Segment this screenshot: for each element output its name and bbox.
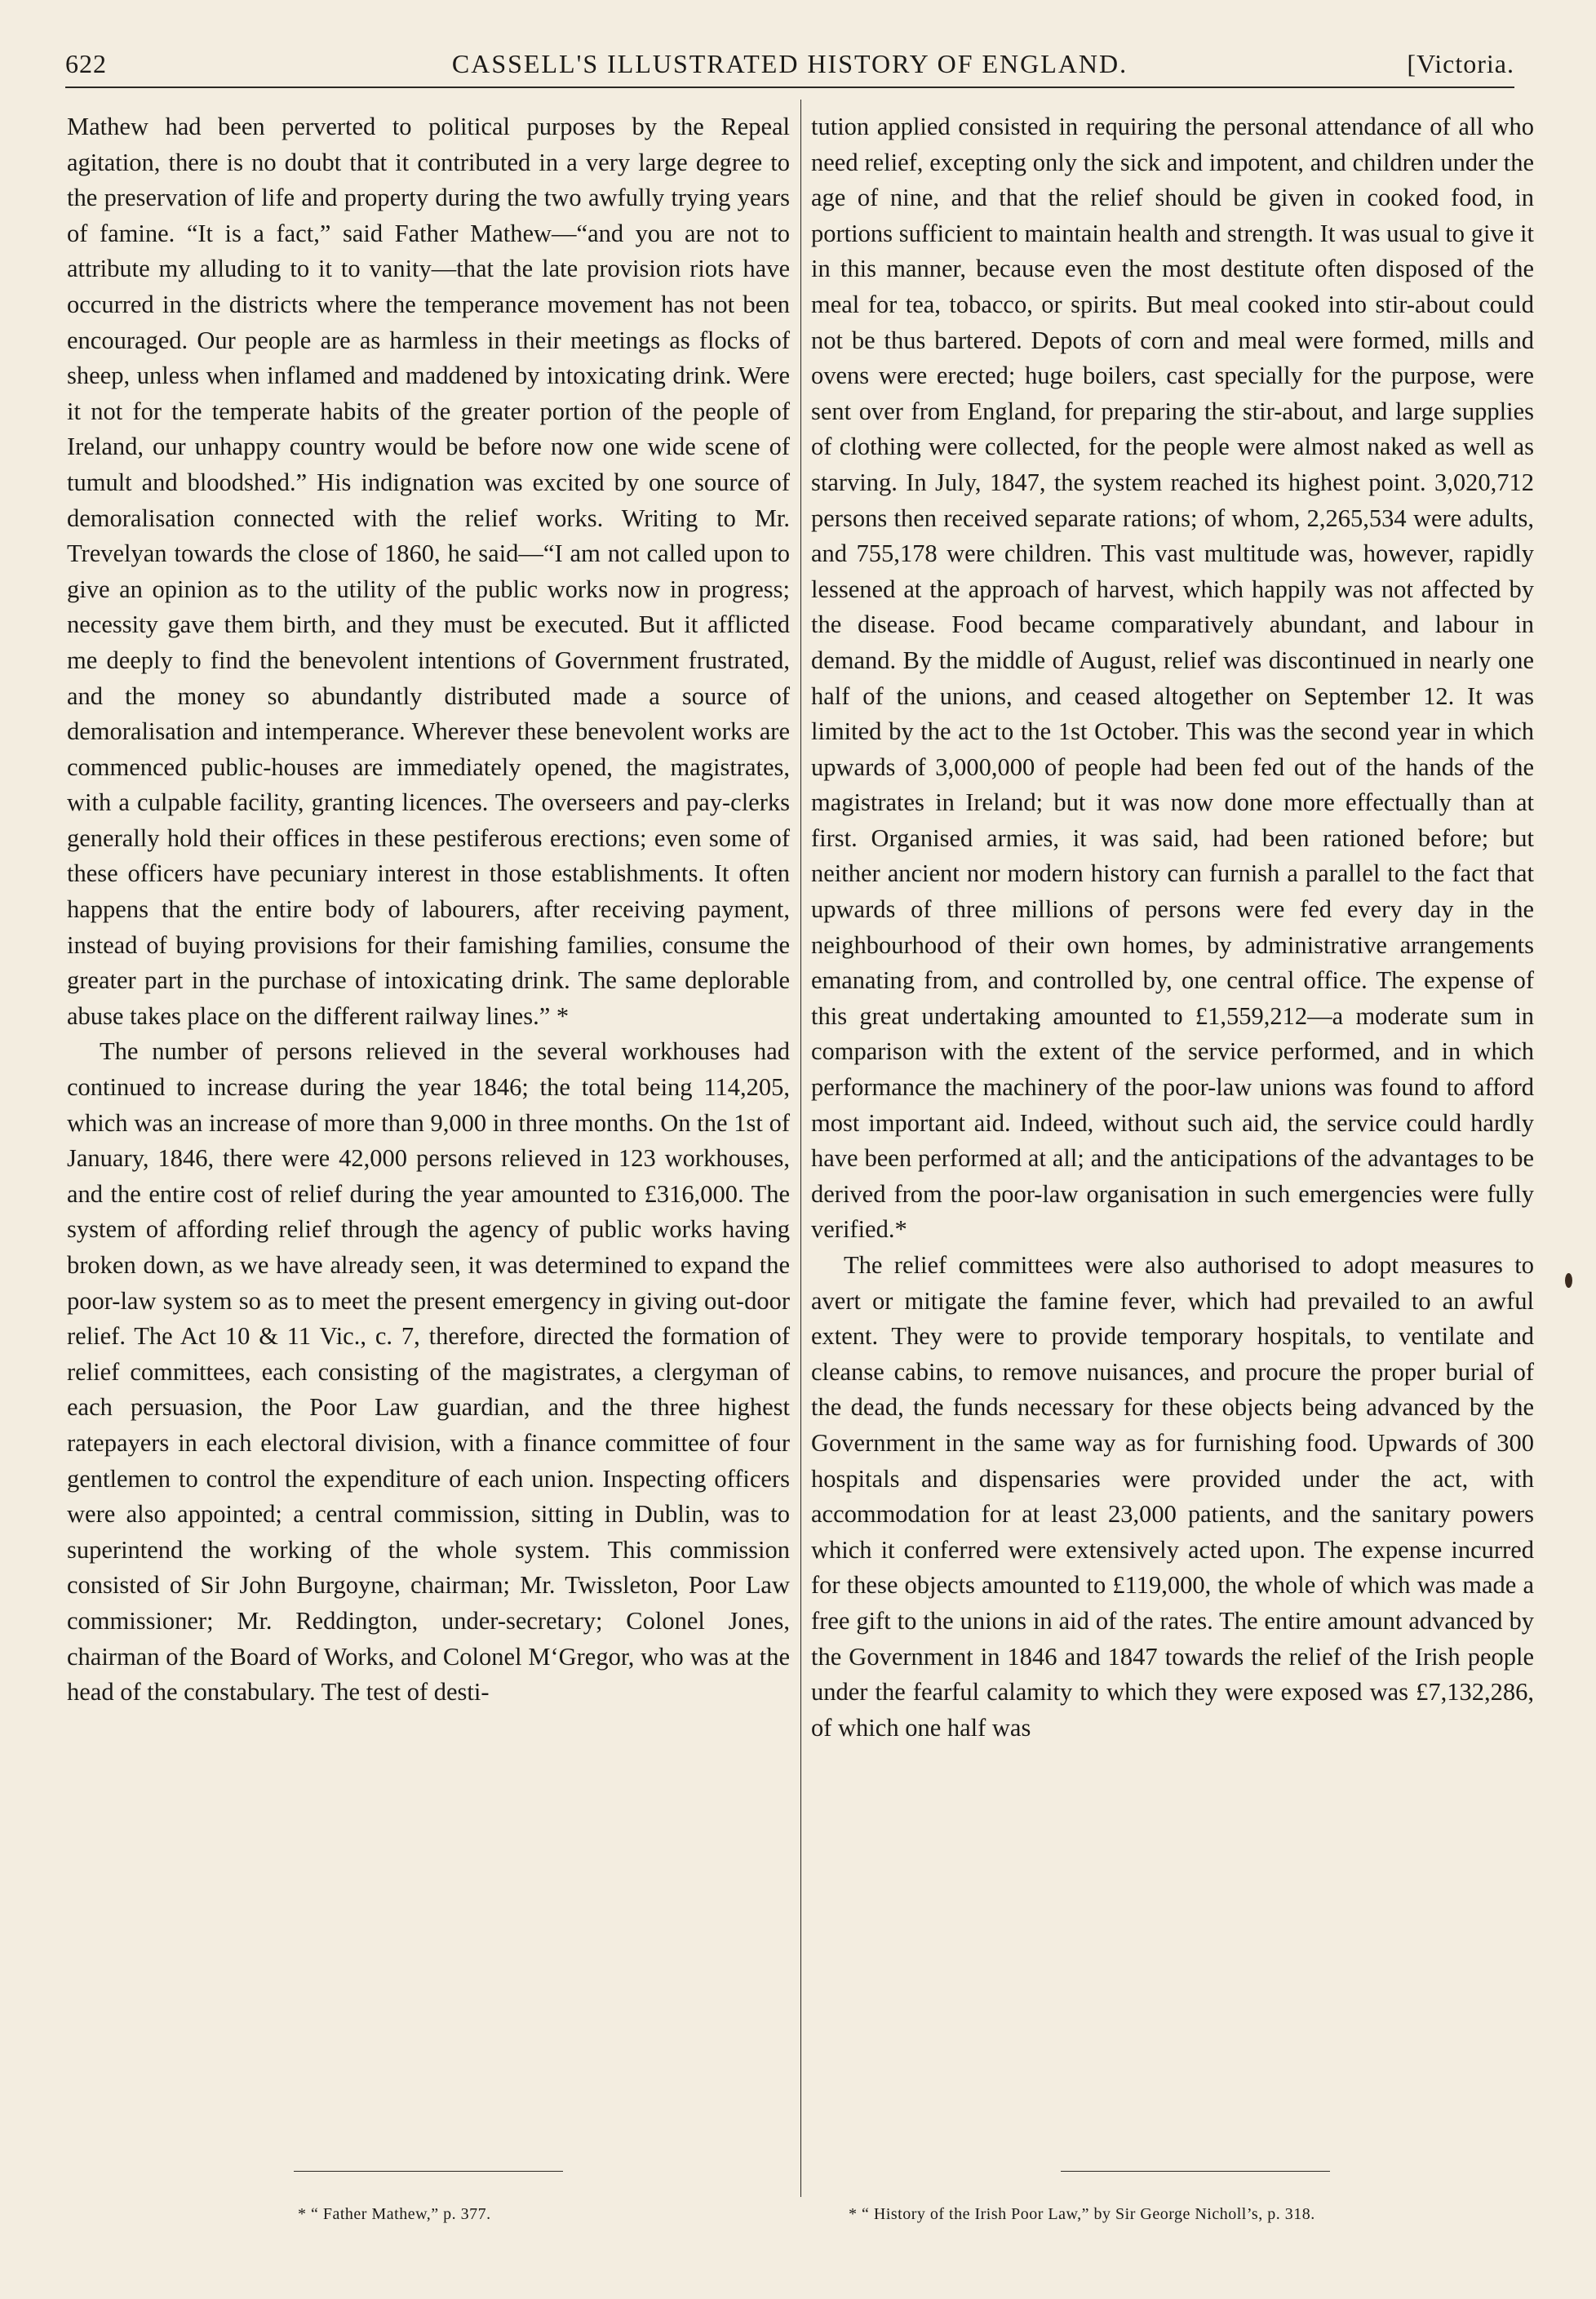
paragraph: The number of persons relieved in the several workhouses had continued to increase during the year 1846; the total being 114,205, which was an increase of more than 9,000 in three months. On the 1st of January, 1846, there were 42,000 persons relieved in 123 workhouses, and the entire cost of relief during the year amounted to £316,000. The system of affording relief through the agency of public works having broken down, as we have already seen, it was determined to expand the poor-law system so as to meet the present emergency in giving out-door relief. The Act 10 & 11 Vic., c. 7, therefore, directed the formation of relief committees, each consisting of the magistrates, a clergyman of each persuasion, the Poor Law guardian, and the three highest ratepayers in each electoral division, with a finance committee of four gentlemen to control the expenditure of each union. Inspecting officers were also appointed; a central commission, sitting in Dublin, was to superintend the working of the whole system. This commission consisted of Sir John Burgoyne, chairman; Mr. Twissleton, Poor Law commissioner; Mr. Reddington, under-secretary; Colonel Jones, chairman of the Board of Works, and Colonel M‘Gregor, who was at the head of the constabulary. The test of desti- bbox=[67, 1037, 790, 1706]
footnote-left: * “ Father Mathew,” p. 377. bbox=[298, 2205, 491, 2223]
right-column bbox=[811, 109, 1534, 1746]
paragraph: tution applied consisted in requiring the personal attendance of all who need relief, excepting only the sick and impotent, and children under the age of nine, and that the relief should be given in cooked food, in portions sufficient to maintain health and strength. It was usual to give it in this manner, because even the most destitute often disposed of the meal for tea, tobacco, or spirits. But meal cooked into stir-about could not be thus bartered. Depots of corn and meal were formed, mills and ovens were erected; huge boilers, cast specially for the purpose, were sent over from England, for preparing the stir-about, and large supplies of clothing were collected, for the people were almost naked as well as starving. In July, 1847, the system reached its highest point. 3,020,712 persons then received separate rations; of whom, 2,265,534 were adults, and 755,178 were children. This vast multitude was, however, rapidly lessened at the approach of harvest, which happily was not affected by the disease. Food became comparatively abundant, and labour in demand. By the middle of August, relief was discontinued in nearly one half of the unions, and ceased altogether on September 12. It was limited by the act to the 1st October. This was the second year in which upwards of 3,000,000 of people had been fed out of the hands of the magistrates in Ireland; but it was now done more effectually than at first. Organised armies, it was said, had been rationed before; but neither ancient nor modern history can furnish a parallel to the fact that upwards of three millions of persons were fed every day in the neighbourhood of their own homes, by administrative arrangements emanating from, and controlled by, one central office. The expense of this great undertaking amounted to £1,559,212—a moderate sum in comparison with the extent of the service performed, and in which performance the machinery of the poor-law unions was found to afford most important aid. Indeed, without such aid, the service could hardly have been performed at all; and the anticipations of the advantages to be derived from the poor-law organisation in such emergencies were fully verified.* bbox=[811, 113, 1534, 1244]
footnote-right: * “ History of the Irish Poor Law,” by Sir George Nicholl’s, p. 318. bbox=[849, 2205, 1315, 2223]
running-header bbox=[65, 41, 1514, 85]
section-label: [Victoria. bbox=[1407, 49, 1514, 78]
ink-blot bbox=[1565, 1273, 1572, 1288]
paragraph: Mathew had been perverted to political purposes by the Repeal agitation, there is no doubt that it contributed in a very large degree to the preservation of life and property during the two awfully trying years of famine. “It is a fact,” said Father Mathew—“and you are not to attribute my alluding to it to vanity—that the late provision riots have occurred in the districts where the temperance movement has not been encouraged. Our people are as harmless in their meetings as flocks of sheep, unless when inflamed and maddened by intoxicating drink. Were it not for the temperate habits of the greater portion of the people of Ireland, our unhappy country would be before now one wide scene of tumult and bloodshed.” His indignation was excited by one source of demoralisation connected with the relief works. Writing to Mr. Trevelyan towards the close of 1860, he said—“I am not called upon to give an opinion as to the utility of the public works now in progress; necessity gave them birth, and they must be executed. But it afflicted me deeply to find the benevolent intentions of Government frustrated, and the money so abundantly distributed made a source of demoralisation and intemperance. Wherever these benevolent works are commenced public-houses are immediately opened, the magistrates, with a culpable facility, granting licences. The overseers and pay-clerks generally hold their offices in these pestiferous erections; even some of these officers have pecuniary interest in those establishments. It often happens that the entire body of labourers, after receiving payment, instead of buying provisions for their famishing families, consume the greater part in the purchase of intoxicating drink. The same deplorable abuse takes place on the different railway lines.” * bbox=[67, 113, 790, 1030]
page-number: 622 bbox=[65, 49, 107, 78]
paragraph: The relief committees were also authorised to adopt measures to avert or mitigate the famine fever, which had prevailed to an awful extent. They were to provide temporary hospitals, to ventilate and cleanse cabins, to remove nuisances, and procure the proper burial of the dead, the funds necessary for these objects being advanced by the Government in the same way as for furnishing food. Upwards of 300 hospitals and dispensaries were provided under the act, with accommodation for at least 23,000 patients, and the sanitary powers which it conferred were extensively acted upon. The expense incurred for these objects amounted to £119,000, the whole of which was made a free gift to the unions in aid of the rates. The entire amount advanced by the Government in 1846 and 1847 towards the relief of the Irish people under the fearful calamity to which they were exposed was £7,132,286, of which one half was bbox=[811, 1251, 1534, 1742]
running-title: CASSELL'S ILLUSTRATED HISTORY OF ENGLAND. bbox=[451, 49, 1128, 78]
header-rule bbox=[65, 87, 1514, 88]
footnote-rule-right bbox=[1061, 2171, 1330, 2172]
left-column bbox=[67, 109, 790, 1711]
column-divider bbox=[800, 100, 801, 2197]
footnote-rule-left bbox=[294, 2171, 563, 2172]
